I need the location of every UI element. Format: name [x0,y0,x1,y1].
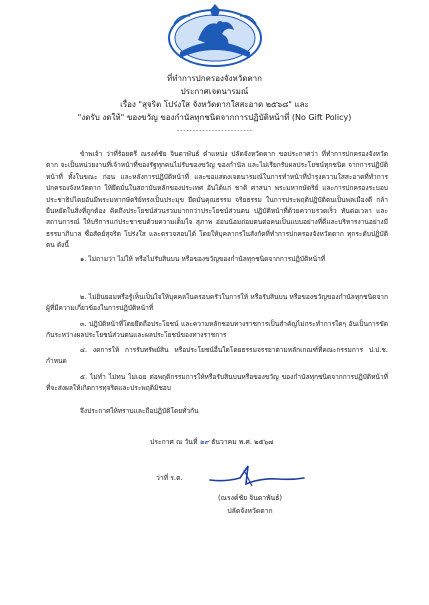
signatory-rank: ว่าที่ ร.ต. [156,474,183,482]
tak-province-emblem-icon [160,2,270,70]
signatory-position: ปลัดจังหวัดตาก [227,507,273,515]
announcement-date [150,436,390,447]
pledge-item-1: ๑. ไม่ถามว่า ไม่ให้ หรือไม่รับสินบน หรือของขวัญของกำนัลทุกชนิดจากการปฏิบัติหน้าที่ [80,255,326,263]
subject-line-2: "งดรับ งดให้" ของขวัญ ของกำนัลทุกชนิดจากการปฏิบัติหน้าที่ (No Gift Policy) [77,113,352,122]
pledge-item-2: ๒. ไม่ยินยอมหรือรู้เห็นเป็นใจให้บุคคลในครอบครัวในการให้ หรือรับสินบน หรือของขวัญของกำนัลทุกชนิดจากผู้ที่มีความเกี่ยวข้องในการปฏิบัติหน้าที่ [46,293,388,313]
pledge-item-3: ๓. ปฏิบัติหน้าที่โดยยึดถือประโยชน์ และความหลักชอบทางราชการเป็นสำคัญไม่กระทำการใดๆ อันเป็นการขัดกันระหว่างผลประโยชน์ส่วนตนและผลประโยชน์ของทางราชการ [46,320,388,340]
date-prefix: ประกาศ ณ วันที่ [150,438,198,446]
pledge-item-5: ๕. ไม่ทำ ไม่ทน ไม่เฉย ต่อพฤติกรรมการให้หรือรับสินบนหรือของขวัญ ของกำนัลทุกชนิดจากการปฏิบัติหน้าที่ ที่จะส่งผลให้เกิดการทุจริตและประพฤติมิชอบ [46,373,388,393]
office-name: ที่ทำการปกครองจังหวัดตาก [166,74,263,83]
date-day: ๒๙ [199,438,210,446]
date-rest: ธันวาคม พ.ศ. ๒๕๖๗ [211,438,274,446]
intro-paragraph: ข้าพเจ้า ว่าที่ร้อยตรี ณรงค์ชัย จินดาพันธ์ ตำแหน่ง ปลัดจังหวัดตาก ขอประกาศว่า ที่ทำการปกครองจังหวัดตาก จะเป็นหน่วยงานที่เจ้าหน้าที่ของรัฐทุกคนไม่รับของขวัญ ของกำนัล และไม่เรียกรับผลประโยชน์ทุกชนิด จากการปฏิบัติหน้าที่ ทั้งในขณะ ก่อน และหลังการปฏิบัติหน้าที่ และขอแสดงเจตนารมณ์ในการทำหน้าที่บำรุงความใสสะอาดที่ทำการปกครองจังหวัดตาก ให้ยึดมั่นในสถาบันหลักของประเทศ อันได้แก่ ชาติ ศาสนา พระมหากษัตริย์ และการปกครองระบอบประชาธิปไตยอันมีพระมหากษัตริย์ทรงเป็นประมุข ยึดมั่นคุณธรรม จริยธรรม ในการประพฤติปฏิบัติตนเป็นพลเมืองดี กล้ายืนหยัดในสิ่งที่ถูกต้อง คิดถึงประโยชน์ส่วนรวมมากกว่าประโยชน์ส่วนตน ปฏิบัติหน้าที่ด้วยความรวดเร็ว ทันต่อเวลา และสถานการณ์ ให้บริการแก่ประชาชนด้วยความเต็มใจ สุภาพ อ่อนน้อมถ่อมตนต่อคนเป็นแบบอย่างที่ดีและบริหารงานอย่างมีธรรมาภิบาล ซื่อสัตย์สุจริต โปร่งใส และตรวจสอบได้ โดยให้บุคลากรในสังกัดที่ทำการปกครองจังหวัดตาก ทุกระดับปฏิบัติตน ดังนี้ [46,150,388,250]
separator-line: ------------------------ [177,127,253,134]
closing-paragraph: จึงประกาศให้ทราบและถือปฏิบัติโดยทั่วกัน [80,407,199,415]
signatory-name: (ณรงค์ชัย จินดาพันธ์) [217,494,283,502]
handwritten-signature [200,460,310,492]
pledge-item-4: ๔. งดการให้ การรับทรัพย์สิน หรือประโยชน์อื่นใดโดยธรรมจรรยาตามหลักเกณฑ์ที่คณะกรรมการ ป.ป.ช. กำหนด [46,346,388,366]
document-type: ประกาศเจตนารมณ์ [180,87,249,96]
subject-line-1: เรื่อง "สุจริต โปร่งใส จังหวัดตากใสสะอาด ๒๕๖๘" และ [120,100,309,109]
